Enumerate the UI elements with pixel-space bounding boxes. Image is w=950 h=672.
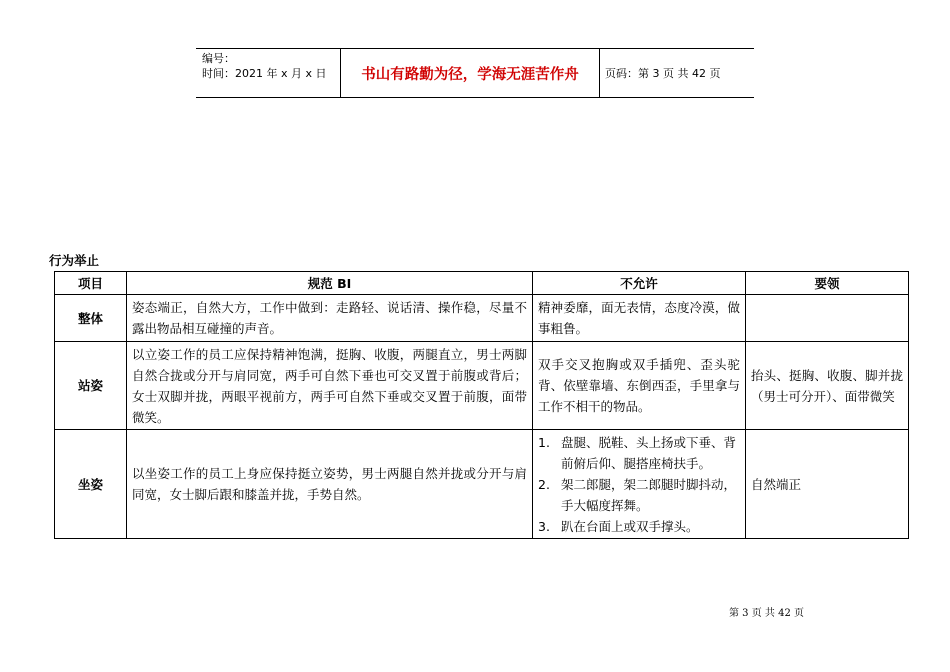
row-norm: 以坐姿工作的员工上身应保持挺立姿势，男士两腿自然并拢或分开与肩同宽，女士脚后跟和膝盖并拢，手势自然。 xyxy=(127,430,533,539)
list-number: 2. xyxy=(538,476,550,492)
section-title: 行为举止 xyxy=(49,253,100,268)
header-motto: 书山有路勤为径，学海无涯苦作舟 xyxy=(361,66,579,83)
table-row xyxy=(55,342,909,430)
column-header: 项目 xyxy=(55,272,127,295)
row-key: 抬头、挺胸、收腹、脚并拢（男士可分开）、面带微笑 xyxy=(746,342,909,430)
header-divider xyxy=(599,49,600,97)
behavior-table xyxy=(54,271,909,539)
row-item: 站姿 xyxy=(55,342,127,430)
row-norm: 姿态端正，自然大方，工作中做到：走路轻、说话清、操作稳，尽量不露出物品相互碰撞的声音。 xyxy=(127,295,533,342)
list-item xyxy=(538,516,740,537)
list-text: 架二郎腿，架二郎腿时脚抖动，手大幅度挥舞。 xyxy=(561,476,737,513)
row-forbidden xyxy=(533,430,746,539)
page-footer: 第 3 页 共 42 页 xyxy=(729,608,804,619)
row-item: 坐姿 xyxy=(55,430,127,539)
forbidden-list xyxy=(538,432,740,537)
time-label: 时间：2021 年 x 月 x 日 xyxy=(202,67,327,80)
list-number: 3. xyxy=(538,518,550,534)
row-forbidden: 双手交叉抱胸或双手插兜、歪头驼背、依壁靠墙、东倒西歪，手里拿与工作不相干的物品。 xyxy=(533,342,746,430)
header-meta xyxy=(202,51,337,81)
table-row xyxy=(55,295,909,342)
list-text: 盘腿、脱鞋、头上扬或下垂、背前俯后仰、腿搭座椅扶手。 xyxy=(561,434,737,471)
row-key xyxy=(746,295,909,342)
column-header: 要领 xyxy=(746,272,909,295)
row-norm: 以立姿工作的员工应保持精神饱满，挺胸、收腹，两腿直立，男士两脚自然合拢或分开与肩同宽，两手可自然下垂也可交叉置于前腹或背后；女士双脚并拢，两眼平视前方，两手可自然下垂或交叉置于前腹，面带微笑。 xyxy=(127,342,533,430)
list-text: 趴在台面上或双手撑头。 xyxy=(561,518,699,534)
list-item xyxy=(538,432,740,474)
number-label: 编号： xyxy=(202,52,235,65)
row-key: 自然端正 xyxy=(746,430,909,539)
list-item xyxy=(538,474,740,516)
page-header xyxy=(196,48,754,98)
header-divider xyxy=(340,49,341,97)
row-item: 整体 xyxy=(55,295,127,342)
row-forbidden: 精神委靡，面无表情，态度冷漠，做事粗鲁。 xyxy=(533,295,746,342)
column-header: 规范 BI xyxy=(127,272,533,295)
table-header-row xyxy=(55,272,909,295)
list-number: 1. xyxy=(538,434,550,450)
table-row xyxy=(55,430,909,539)
page-label: 页码：第 3 页 共 42 页 xyxy=(605,67,721,80)
column-header: 不允许 xyxy=(533,272,746,295)
